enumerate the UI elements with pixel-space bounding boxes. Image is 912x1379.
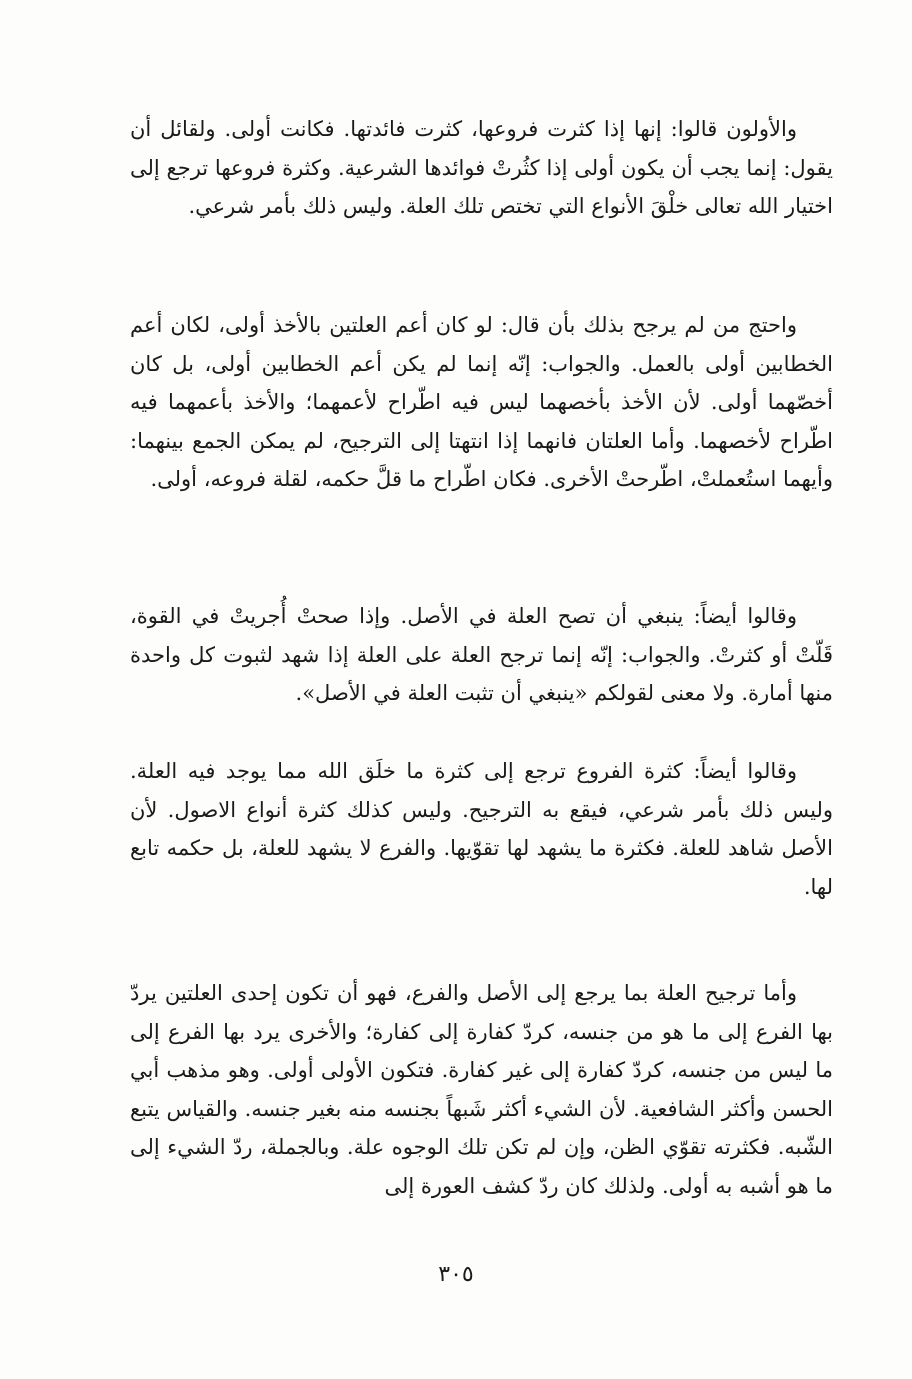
paragraph-2	[130, 306, 833, 499]
paragraph-text: وقالوا أيضاً: كثرة الفروع ترجع إلى كثرة ما خلَق الله مما يوجد فيه العلة. وليس ذلك بأمر شرعي، فيقع به الترجيح. وليس كذلك كثرة أنواع الاصول. لأن الأصل شاهد للعلة. فكثرة ما يشهد لها تقوّيها. والفرع لا يشهد للعلة، بل حكمه تابع لها.	[130, 759, 833, 899]
paragraph-text: وأما ترجيح العلة بما يرجع إلى الأصل والفرع، فهو أن تكون إحدى العلتين يردّ بها الفرع إلى ما هو من جنسه، كردّ كفارة إلى كفارة؛ والأخرى يرد بها الفرع إلى ما ليس من جنسه، كردّ كفارة إلى غير كفارة. فتكون الأولى أولى. وهو مذهب أبي الحسن وأكثر الشافعية. لأن الشيء أكثر شَبهاً بجنسه منه بغير جنسه. والقياس يتبع الشّبه. فكثرته تقوّي الظن، وإن لم تكن تلك الوجوه علة. وبالجملة، ردّ الشيء إلى ما هو أشبه به أولى. ولذلك كان ردّ كشف العورة إلى	[130, 981, 833, 1198]
paragraph-text: والأولون قالوا: إنها إذا كثرت فروعها، كثرت فائدتها. فكانت أولى. ولقائل أن يقول: إنما يجب أن يكون أولى إذا كثُرتْ فوائدها الشرعية. وكثرة فروعها ترجع إلى اختيار الله تعالى خلْقَ الأنواع التي تختص تلك العلة. وليس ذلك بأمر شرعي.	[130, 117, 833, 218]
paragraph-3	[130, 597, 833, 713]
paragraph-1	[130, 110, 833, 226]
paragraph-4	[130, 752, 833, 906]
paragraph-5	[130, 974, 833, 1205]
paragraph-text: وقالوا أيضاً: ينبغي أن تصح العلة في الأصل. وإذا صحتْ أُجريتْ في القوة، قَلّتْ أو كثرتْ. والجواب: إنّه إنما ترجح العلة على العلة إذا شهد لثبوت كل واحدة منها أمارة. ولا معنى لقولكم «ينبغي أن تثبت العلة في الأصل».	[130, 604, 833, 705]
page-number: ٣٠٥	[438, 1262, 474, 1287]
paragraph-text: واحتج من لم يرجح بذلك بأن قال: لو كان أعم العلتين بالأخذ أولى، لكان أعم الخطابين أولى بالعمل. والجواب: إنّه إنما لم يكن أعم الخطابين أولى، بل كان أخصّهما أولى. لأن الأخذ بأخصهما ليس فيه اطّراح لأعمهما؛ والأخذ بأعمهما فيه اطّراح لأخصهما. وأما العلتان فانهما إذا انتهتا إلى الترجيح، لم يمكن الجمع بينهما: وأيهما استُعملتْ، اطّرحتْ الأخرى. فكان اطّراح ما قلَّ حكمه، لقلة فروعه، أولى.	[130, 313, 833, 491]
